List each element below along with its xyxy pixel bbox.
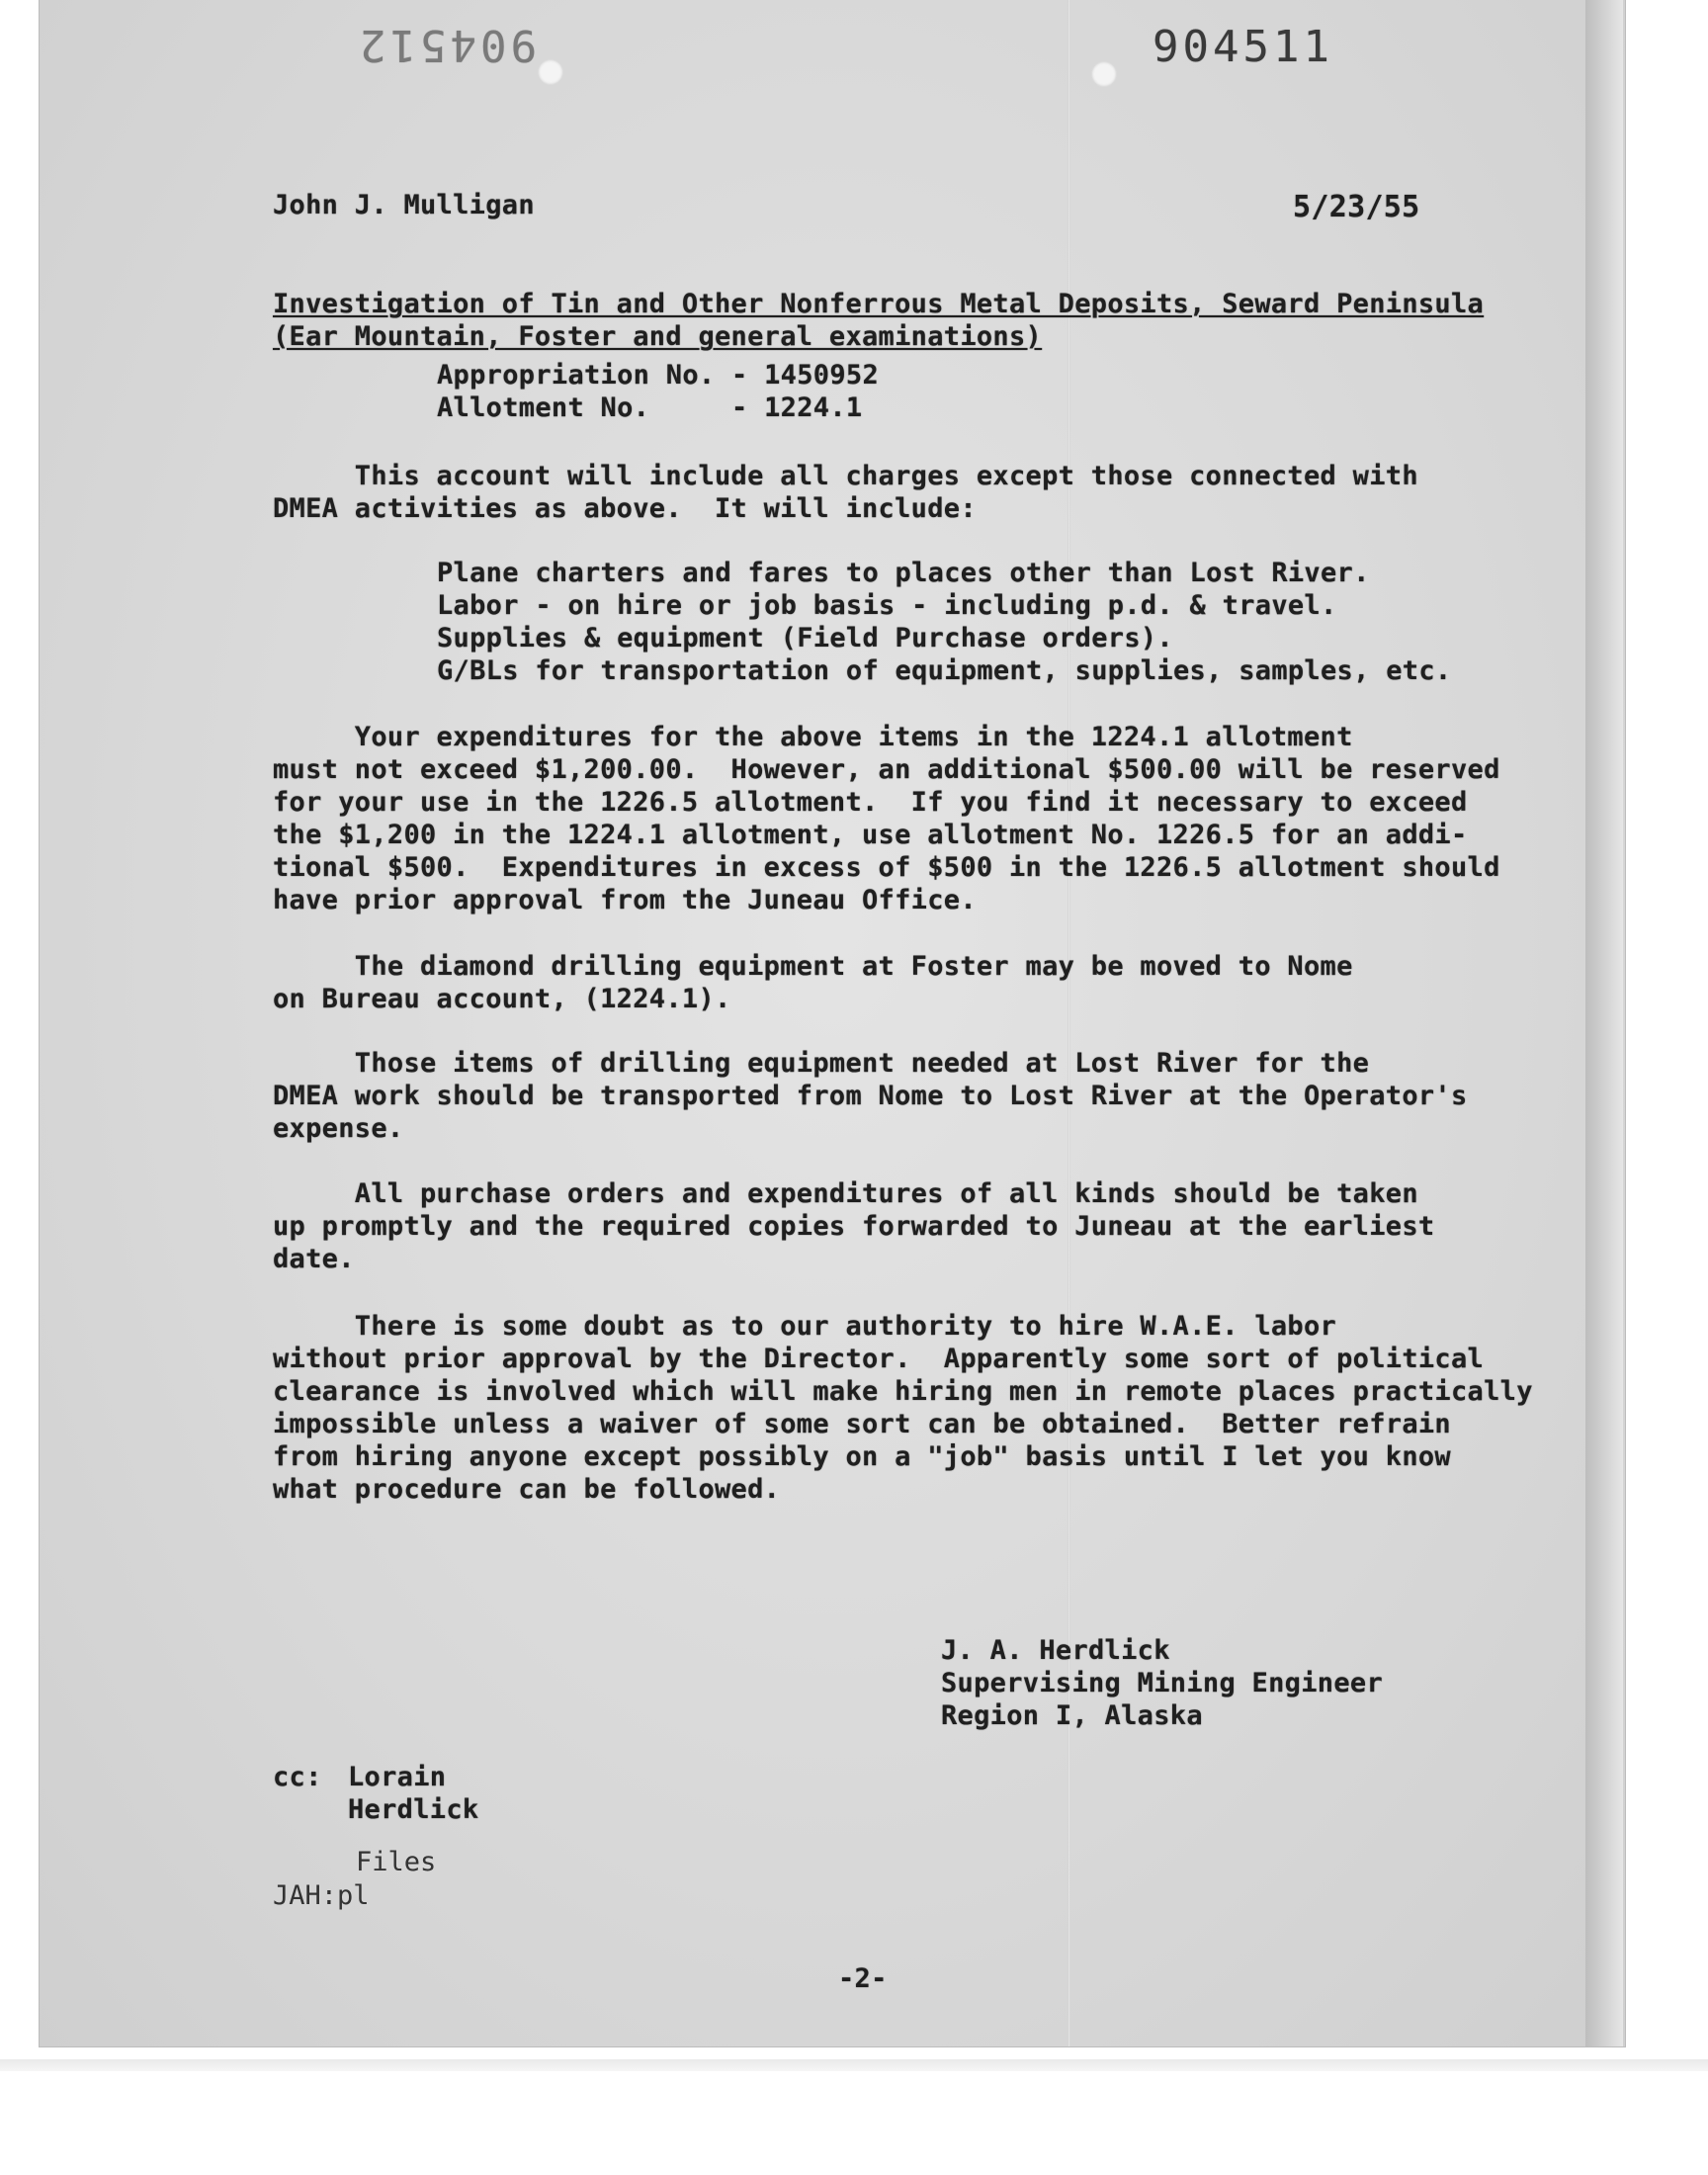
paragraph-6-line: There is some doubt as to our authority to hire W.A.E. labor (273, 1311, 1337, 1342)
paragraph-5-line: up promptly and the required copies forwarded to Juneau at the earliest (273, 1211, 1435, 1242)
signature-name: J. A. Herdlick (941, 1635, 1170, 1666)
punch-hole-right (1091, 61, 1117, 87)
signature-region: Region I, Alaska (941, 1700, 1203, 1731)
paragraph-2-line: must not exceed $1,200.00. However, an additional $500.00 will be reserved (273, 754, 1500, 785)
allotment-number: Allotment No. - 1224.1 (437, 392, 863, 423)
paragraph-3-line: on Bureau account, (1224.1). (273, 984, 731, 1014)
included-item: G/BLs for transportation of equipment, supplies, samples, etc. (437, 655, 1452, 686)
paragraph-6-line: impossible unless a waiver of some sort can be obtained. Better refrain (273, 1409, 1451, 1439)
cc-label: cc: (273, 1762, 322, 1792)
subject-line-1: Investigation of Tin and Other Nonferrous Metal Deposits, Seward Peninsula (273, 289, 1485, 319)
paragraph-6-line: what procedure can be followed. (273, 1474, 781, 1505)
paragraph-5-line: All purchase orders and expenditures of all kinds should be taken (273, 1178, 1418, 1209)
paragraph-2-line: for your use in the 1226.5 allotment. If you find it necessary to exceed (273, 787, 1468, 818)
paragraph-2-line: Your expenditures for the above items in the 1224.1 allotment (273, 722, 1353, 752)
included-item: Supplies & equipment (Field Purchase orders). (437, 623, 1173, 653)
punch-hole-left (538, 59, 563, 85)
signature-title: Supervising Mining Engineer (941, 1668, 1383, 1698)
scan-bottom-band (0, 2059, 1708, 2071)
cc-recipient-2: Herdlick (348, 1794, 479, 1825)
paragraph-6-line: clearance is involved which will make hiring men in remote places practically (273, 1376, 1533, 1407)
paragraph-2-line: tional $500. Expenditures in excess of $500 in the 1226.5 allotment should (273, 852, 1500, 883)
paragraph-1-line-1: This account will include all charges except those connected with (273, 461, 1418, 491)
subject-line-2: (Ear Mountain, Foster and general examinations) (273, 321, 1043, 352)
page-number: -2- (838, 1963, 888, 1994)
paragraph-4-line: Those items of drilling equipment needed at Lost River for the (273, 1048, 1370, 1079)
document-page (40, 0, 1625, 2046)
letter-date: 5/23/55 (1293, 190, 1420, 224)
recipient-name: John J. Mulligan (273, 190, 535, 220)
paragraph-5-line: date. (273, 1244, 355, 1274)
paragraph-1-line-2: DMEA activities as above. It will include: (273, 493, 977, 524)
paragraph-2-line: have prior approval from the Juneau Office. (273, 885, 977, 915)
paragraph-6-line: without prior approval by the Director. Apparently some sort of political (273, 1344, 1485, 1374)
appropriation-number: Appropriation No. - 1450952 (437, 360, 879, 391)
typist-initials: JAH:pl (273, 1880, 370, 1911)
paragraph-4-line: DMEA work should be transported from Nome to Lost River at the Operator's (273, 1081, 1468, 1111)
included-item: Labor - on hire or job basis - including p.d. & travel. (437, 590, 1337, 621)
paragraph-6-line: from hiring anyone except possibly on a "job" basis until I let you know (273, 1441, 1451, 1472)
paragraph-4-line: expense. (273, 1113, 404, 1144)
cc-recipient-1: Lorain (348, 1762, 447, 1792)
stamp-number: 904511 (1153, 22, 1333, 72)
cc-files: Files (356, 1847, 437, 1877)
scan-edge (1585, 0, 1623, 2046)
paragraph-2-line: the $1,200 in the 1224.1 allotment, use allotment No. 1226.5 for an addi- (273, 820, 1468, 850)
included-item: Plane charters and fares to places other than Lost River. (437, 558, 1370, 588)
mirrored-stamp-number: 904512 (356, 20, 537, 70)
paragraph-3-line: The diamond drilling equipment at Foster may be moved to Nome (273, 951, 1353, 982)
